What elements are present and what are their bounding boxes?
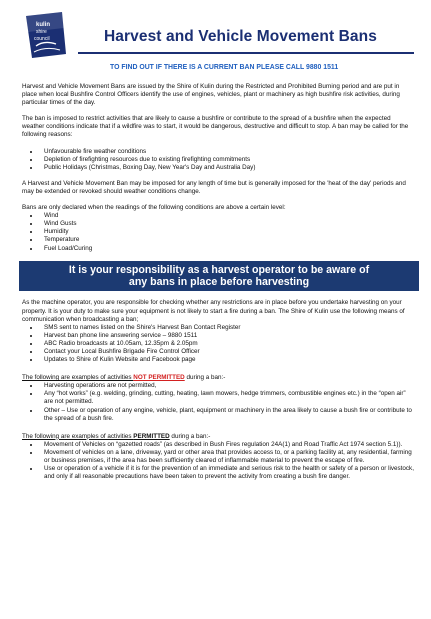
not-permitted-lead-after: during a ban:-: [184, 374, 226, 382]
list-item: • Depletion of firefighting resources due to existing firefighting commitments: [40, 156, 414, 164]
permitted-list: [22, 441, 414, 481]
intro-paragraph-3: A Harvest and Vehicle Movement Ban may be imposed for any length of time but is generally imposed for the 'heat of the day' periods and may be extended or revoked should weather conditions change.: [22, 179, 406, 195]
intro-paragraph-1: Harvest and Vehicle Movement Bans are issued by the Shire of Kulin during the Restricted and Prohibited Burning period and are put in place when local Bushfire Control Officers identify the use of engines, vehicles, plant or machinery as high bushfire risk activities, during particular times of the day.: [22, 83, 400, 107]
document-body: [22, 83, 414, 489]
permitted-lead-after: during a ban:-: [169, 432, 211, 440]
responsibility-banner: [19, 261, 419, 292]
list-item: • Wind Gusts: [40, 220, 414, 228]
svg-text:shire: shire: [36, 29, 47, 35]
list-item: • Use or operation of a vehicle if it is for the prevention of an immediate and serious risk to the health or safety of a person or livestock, and only if all reasonable precautions have been taken to prevent the activity from creating a bush fire danger.: [40, 465, 414, 481]
title-underline: [78, 52, 414, 54]
list-item: • Other – Use or operation of any engine, vehicle, plant, equipment or machinery in the area likely to cause a bush fire or contribute to the spread of a bush fire.: [40, 407, 414, 423]
permitted-keyword: PERMITTED: [133, 432, 170, 440]
intro-paragraph-4: Bans are only declared when the readings of the following conditions are above a certain level:: [22, 204, 286, 212]
list-item: • SMS sent to names listed on the Shire's Harvest Ban Contact Register: [40, 324, 414, 332]
list-item: • Contact your Local Bushfire Brigade Fire Control Officer: [40, 348, 414, 356]
not-permitted-lead-before: The following are examples of activities: [22, 374, 134, 382]
permitted-lead-before: The following are examples of activities: [22, 432, 134, 440]
ban-reasons-list: [22, 148, 414, 172]
responsibility-paragraph: As the machine operator, you are responsible for checking whether any restrictions are in place before you undertake harvesting on your property. It is your duty to make sure your equipment is not likely to start a fire during a ban. The Shire of Kulin use the following means of communication when broadcasting a ban;: [22, 299, 405, 323]
list-item: • Public Holidays (Christmas, Boxing Day, New Year's Day and Australia Day): [40, 164, 414, 172]
banner-line-1: It is your responsibility as a harvest operator to be aware of: [68, 263, 370, 276]
list-item: • Temperature: [40, 236, 414, 244]
list-item: • Movement of vehicles on a lane, driveway, yard or other area that provides access to, or a parking facility at, any residential, farming or business premises, if the area has been sufficiently cleared of inflammable material to prevent the escape of fire.: [40, 449, 414, 465]
conditions-list: [22, 212, 414, 252]
svg-text:council: council: [34, 36, 50, 42]
banner-line-2: any bans in place before harvesting: [128, 276, 310, 288]
list-item: • Harvesting operations are not permitted,: [40, 382, 414, 390]
list-item: • Fuel Load/Curing: [40, 245, 414, 253]
ban-phone-callout: TO FIND OUT IF THERE IS A CURRENT BAN PLEASE CALL 9880 1511: [110, 64, 339, 71]
communication-channels-list: [22, 324, 414, 364]
not-permitted-list: [22, 382, 414, 422]
list-item: • Wind: [40, 212, 414, 220]
svg-text:kulin: kulin: [36, 22, 51, 28]
list-item: • Unfavourable fire weather conditions: [40, 148, 414, 156]
list-item: • Harvest ban phone line answering service – 9880 1511: [40, 332, 414, 340]
kulin-shire-council-logo: [22, 10, 68, 60]
not-permitted-heading: [22, 374, 414, 382]
page-title: Harvest and Vehicle Movement Bans: [104, 28, 377, 45]
list-item: • Any “hot works” (e.g. welding, grinding, cutting, heating, lawn mowers, hedge trimmers, combustible engines etc.) in the “open air” are not permitted.: [40, 390, 414, 406]
list-item: • Updates to Shire of Kulin Website and Facebook page: [40, 356, 414, 364]
intro-paragraph-2: The ban is imposed to restrict activities that are likely to cause a bushfire or contribute to the spread of a bushfire when the expected weather conditions indicate that if a wildfire was to start, it would be dangerous, destructive and difficult to stop. A ban may be called for the following reasons:: [22, 115, 409, 139]
list-item: • ABC Radio broadcasts at 10.05am, 12.35pm & 2.05pm: [40, 340, 414, 348]
list-item: • Humidity: [40, 228, 414, 236]
list-item: • Movement of Vehicles on “gazetted roads” (as described in Bush Fires regulation 24A(1) and Road Traffic Act 1974 section 5.1)).: [40, 441, 414, 449]
not-permitted-keyword: NOT PERMITTED: [133, 374, 185, 382]
permitted-heading: [22, 433, 414, 441]
